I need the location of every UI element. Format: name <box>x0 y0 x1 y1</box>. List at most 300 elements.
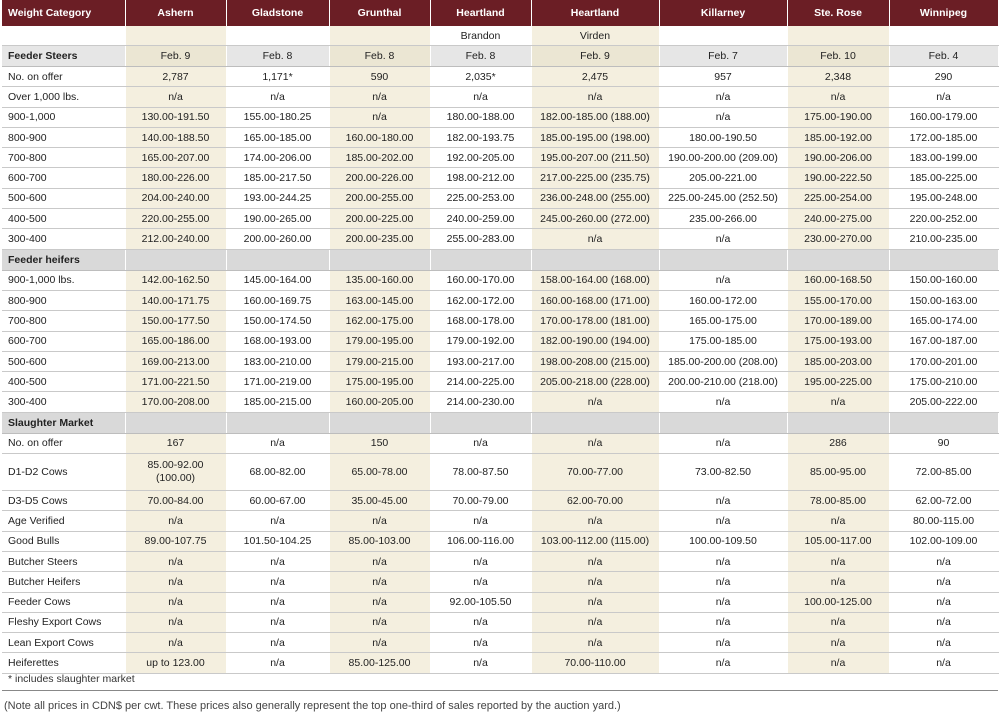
price-cell: n/a <box>226 433 329 453</box>
price-cell: n/a <box>226 551 329 571</box>
price-cell: n/a <box>889 572 998 592</box>
price-cell: n/a <box>531 511 659 531</box>
row-label: No. on offer <box>2 433 125 453</box>
price-cell: 190.00-206.00 <box>787 148 889 168</box>
price-cell: 192.00-205.00 <box>430 148 531 168</box>
section-title: Slaughter Market <box>2 412 125 433</box>
col-header-location: Ste. Rose <box>787 0 889 26</box>
price-cell: 205.00-221.00 <box>659 168 787 188</box>
price-cell: 130.00-191.50 <box>125 107 226 127</box>
price-cell: 193.00-244.25 <box>226 188 329 208</box>
price-cell: 235.00-266.00 <box>659 209 787 229</box>
row-label: Lean Export Cows <box>2 633 125 653</box>
price-cell: 73.00-82.50 <box>659 454 787 491</box>
price-cell: 165.00-207.00 <box>125 148 226 168</box>
price-cell: 106.00-116.00 <box>430 531 531 551</box>
price-cell: 160.00-169.75 <box>226 290 329 310</box>
price-cell: 200.00-260.00 <box>226 229 329 249</box>
price-cell: 214.00-225.00 <box>430 372 531 392</box>
price-cell: 160.00-179.00 <box>889 107 998 127</box>
row-label: 900-1,000 lbs. <box>2 270 125 290</box>
row-label: Fleshy Export Cows <box>2 612 125 632</box>
price-cell: 286 <box>787 433 889 453</box>
sale-date <box>531 249 659 270</box>
price-cell: 182.00-193.75 <box>430 127 531 147</box>
price-cell: n/a <box>329 612 430 632</box>
price-cell: n/a <box>125 592 226 612</box>
table-row <box>2 572 998 592</box>
row-label: 300-400 <box>2 229 125 249</box>
price-cell: 171.00-219.00 <box>226 372 329 392</box>
price-cell: 167.00-187.00 <box>889 331 998 351</box>
price-cell: n/a <box>226 572 329 592</box>
price-cell: 179.00-195.00 <box>329 331 430 351</box>
price-cell: 185.00-203.00 <box>787 351 889 371</box>
col-header-category: Weight Category <box>2 0 125 26</box>
sublocation-cell <box>2 26 125 46</box>
price-cell: n/a <box>889 653 998 673</box>
sublocation-cell <box>329 26 430 46</box>
price-cell: n/a <box>329 511 430 531</box>
price-cell: 255.00-283.00 <box>430 229 531 249</box>
price-cell: 160.00-168.00 (171.00) <box>531 290 659 310</box>
table-row <box>2 351 998 371</box>
price-cell: 210.00-235.00 <box>889 229 998 249</box>
price-cell: 89.00-107.75 <box>125 531 226 551</box>
price-cell: 85.00-103.00 <box>329 531 430 551</box>
price-cell: 230.00-270.00 <box>787 229 889 249</box>
table-row <box>2 592 998 612</box>
row-label: Good Bulls <box>2 531 125 551</box>
price-cell: 170.00-189.00 <box>787 311 889 331</box>
price-cell: n/a <box>329 592 430 612</box>
price-line: (100.00) <box>155 472 196 485</box>
price-cell: 2,787 <box>125 67 226 87</box>
price-cell: 70.00-77.00 <box>531 454 659 491</box>
price-cell: n/a <box>226 653 329 673</box>
row-label: Butcher Heifers <box>2 572 125 592</box>
price-cell: n/a <box>531 551 659 571</box>
price-cell: 150 <box>329 433 430 453</box>
table-row <box>2 209 998 229</box>
price-cell: 160.00-205.00 <box>329 392 430 412</box>
price-cell: 185.00-195.00 (198.00) <box>531 127 659 147</box>
price-cell: 150.00-177.50 <box>125 311 226 331</box>
row-label: 500-600 <box>2 188 125 208</box>
table-row <box>2 87 998 107</box>
price-note: (Note all prices in CDN$ per cwt. These prices also generally represent the top one-third of sales reported by the auction yard.) <box>4 700 621 712</box>
table-row <box>2 168 998 188</box>
price-cell: n/a <box>226 87 329 107</box>
price-cell: n/a <box>659 433 787 453</box>
price-cell: 198.00-212.00 <box>430 168 531 188</box>
price-cell: 70.00-84.00 <box>125 491 226 511</box>
price-cell: 212.00-240.00 <box>125 229 226 249</box>
price-cell: 198.00-208.00 (215.00) <box>531 351 659 371</box>
price-cell: 175.00-210.00 <box>889 372 998 392</box>
price-cell: n/a <box>430 653 531 673</box>
price-cell: 175.00-185.00 <box>659 331 787 351</box>
price-cell: 85.00-95.00 <box>787 454 889 491</box>
price-cell: 72.00-85.00 <box>889 454 998 491</box>
price-cell: 165.00-175.00 <box>659 311 787 331</box>
row-label: Heiferettes <box>2 653 125 673</box>
price-cell: 165.00-185.00 <box>226 127 329 147</box>
price-cell: 225.00-254.00 <box>787 188 889 208</box>
price-cell: 172.00-185.00 <box>889 127 998 147</box>
col-header-location: Heartland <box>430 0 531 26</box>
price-cell: 168.00-193.00 <box>226 331 329 351</box>
sale-date <box>226 249 329 270</box>
sublocation-cell <box>659 26 787 46</box>
price-cell: n/a <box>659 612 787 632</box>
price-cell: 170.00-208.00 <box>125 392 226 412</box>
price-cell: 155.00-170.00 <box>787 290 889 310</box>
price-cell: n/a <box>787 572 889 592</box>
section-title: Feeder Steers <box>2 46 125 67</box>
row-label: Over 1,000 lbs. <box>2 87 125 107</box>
row-label: 800-900 <box>2 290 125 310</box>
price-cell: 220.00-255.00 <box>125 209 226 229</box>
row-label: No. on offer <box>2 67 125 87</box>
price-cell: n/a <box>125 633 226 653</box>
table-row <box>2 454 998 491</box>
price-cell: 225.00-253.00 <box>430 188 531 208</box>
price-cell: 62.00-72.00 <box>889 491 998 511</box>
divider <box>2 690 998 691</box>
price-cell: n/a <box>226 592 329 612</box>
sublocation-cell: Brandon <box>430 26 531 46</box>
table-row <box>2 551 998 571</box>
price-cell: n/a <box>659 107 787 127</box>
section-header <box>2 412 998 433</box>
price-cell: 205.00-218.00 (228.00) <box>531 372 659 392</box>
price-cell: 78.00-85.00 <box>787 491 889 511</box>
price-cell: n/a <box>329 572 430 592</box>
price-cell: 214.00-230.00 <box>430 392 531 412</box>
row-label: D3-D5 Cows <box>2 491 125 511</box>
price-cell: 85.00-125.00 <box>329 653 430 673</box>
price-cell: 100.00-125.00 <box>787 592 889 612</box>
price-cell: 160.00-168.50 <box>787 270 889 290</box>
sale-date: Feb. 9 <box>531 46 659 67</box>
price-cell: 220.00-252.00 <box>889 209 998 229</box>
sale-date <box>659 412 787 433</box>
row-label: Butcher Steers <box>2 551 125 571</box>
price-cell: 590 <box>329 67 430 87</box>
price-cell: 140.00-171.75 <box>125 290 226 310</box>
table-row <box>2 633 998 653</box>
price-cell: n/a <box>659 392 787 412</box>
table-row <box>2 148 998 168</box>
price-cell: n/a <box>125 572 226 592</box>
price-cell: 35.00-45.00 <box>329 491 430 511</box>
price-cell: n/a <box>430 433 531 453</box>
table-row <box>2 331 998 351</box>
sale-date: Feb. 10 <box>787 46 889 67</box>
price-cell: 195.00-248.00 <box>889 188 998 208</box>
section-header <box>2 46 998 67</box>
price-cell: n/a <box>226 612 329 632</box>
table-row <box>2 188 998 208</box>
price-cell: 195.00-225.00 <box>787 372 889 392</box>
price-cell: n/a <box>430 551 531 571</box>
col-header-location: Ashern <box>125 0 226 26</box>
price-cell: 245.00-260.00 (272.00) <box>531 209 659 229</box>
sublocation-cell: Virden <box>531 26 659 46</box>
price-cell: n/a <box>659 270 787 290</box>
row-label: 400-500 <box>2 209 125 229</box>
price-cell: 185.00-225.00 <box>889 168 998 188</box>
price-cell: 1,171* <box>226 67 329 87</box>
row-label: 500-600 <box>2 351 125 371</box>
price-cell: 217.00-225.00 (235.75) <box>531 168 659 188</box>
price-cell <box>125 454 226 491</box>
price-cell: 102.00-109.00 <box>889 531 998 551</box>
price-cell: 70.00-110.00 <box>531 653 659 673</box>
table-row <box>2 433 998 453</box>
price-cell: n/a <box>531 572 659 592</box>
sale-date: Feb. 9 <box>125 46 226 67</box>
price-cell: 185.00-200.00 (208.00) <box>659 351 787 371</box>
col-header-location: Winnipeg <box>889 0 998 26</box>
row-label: 600-700 <box>2 331 125 351</box>
price-cell: 163.00-145.00 <box>329 290 430 310</box>
header-row <box>2 0 998 26</box>
price-cell: 160.00-172.00 <box>659 290 787 310</box>
sale-date <box>329 249 430 270</box>
price-cell: 160.00-180.00 <box>329 127 430 147</box>
footnote: * includes slaughter market <box>8 673 135 685</box>
price-cell: n/a <box>531 433 659 453</box>
sale-date <box>430 412 531 433</box>
row-label: 600-700 <box>2 168 125 188</box>
price-cell: 101.50-104.25 <box>226 531 329 551</box>
price-cell: 190.00-200.00 (209.00) <box>659 148 787 168</box>
price-cell: n/a <box>125 511 226 531</box>
price-cell: n/a <box>430 511 531 531</box>
price-cell: n/a <box>430 633 531 653</box>
price-cell: 190.00-222.50 <box>787 168 889 188</box>
price-cell: 140.00-188.50 <box>125 127 226 147</box>
sublocation-cell <box>125 26 226 46</box>
price-cell: n/a <box>659 653 787 673</box>
price-cell: n/a <box>430 572 531 592</box>
price-cell: n/a <box>659 592 787 612</box>
auction-price-table <box>2 0 999 674</box>
sale-date: Feb. 8 <box>430 46 531 67</box>
table-row <box>2 311 998 331</box>
price-cell: 100.00-109.50 <box>659 531 787 551</box>
price-cell: 62.00-70.00 <box>531 491 659 511</box>
table-row <box>2 290 998 310</box>
price-cell: n/a <box>787 392 889 412</box>
price-cell: 167 <box>125 433 226 453</box>
price-cell: 185.00-217.50 <box>226 168 329 188</box>
price-cell: up to 123.00 <box>125 653 226 673</box>
price-cell: 179.00-215.00 <box>329 351 430 371</box>
price-cell: 185.00-192.00 <box>787 127 889 147</box>
price-cell: 200.00-226.00 <box>329 168 430 188</box>
sale-date <box>531 412 659 433</box>
price-cell: n/a <box>226 511 329 531</box>
price-cell: n/a <box>659 511 787 531</box>
table-row <box>2 67 998 87</box>
price-cell: n/a <box>531 633 659 653</box>
sale-date <box>787 412 889 433</box>
price-cell: 225.00-245.00 (252.50) <box>659 188 787 208</box>
price-cell: n/a <box>889 592 998 612</box>
row-label: 800-900 <box>2 127 125 147</box>
price-cell: n/a <box>659 87 787 107</box>
price-cell: n/a <box>531 87 659 107</box>
price-cell: 78.00-87.50 <box>430 454 531 491</box>
price-cell: n/a <box>889 87 998 107</box>
price-cell: 180.00-226.00 <box>125 168 226 188</box>
sale-date <box>329 412 430 433</box>
sale-date <box>430 249 531 270</box>
table-row <box>2 653 998 673</box>
price-cell: n/a <box>329 633 430 653</box>
price-cell: 185.00-202.00 <box>329 148 430 168</box>
price-cell: 60.00-67.00 <box>226 491 329 511</box>
price-cell: 240.00-275.00 <box>787 209 889 229</box>
price-cell: 70.00-79.00 <box>430 491 531 511</box>
price-cell: 158.00-164.00 (168.00) <box>531 270 659 290</box>
table-row <box>2 511 998 531</box>
sale-date: Feb. 8 <box>329 46 430 67</box>
sublocation-cell <box>787 26 889 46</box>
section-title: Feeder heifers <box>2 249 125 270</box>
price-cell: 174.00-206.00 <box>226 148 329 168</box>
row-label: 400-500 <box>2 372 125 392</box>
price-cell: n/a <box>787 653 889 673</box>
price-cell: n/a <box>787 511 889 531</box>
sale-date <box>125 249 226 270</box>
price-cell: 200.00-255.00 <box>329 188 430 208</box>
price-cell: n/a <box>226 633 329 653</box>
row-label: 300-400 <box>2 392 125 412</box>
price-cell: 68.00-82.00 <box>226 454 329 491</box>
price-cell: 190.00-265.00 <box>226 209 329 229</box>
price-cell: n/a <box>889 612 998 632</box>
price-cell: 205.00-222.00 <box>889 392 998 412</box>
sale-date: Feb. 7 <box>659 46 787 67</box>
price-cell: 236.00-248.00 (255.00) <box>531 188 659 208</box>
price-cell: 193.00-217.00 <box>430 351 531 371</box>
price-cell: 179.00-192.00 <box>430 331 531 351</box>
price-cell: 180.00-190.50 <box>659 127 787 147</box>
table-row <box>2 127 998 147</box>
price-cell: 175.00-193.00 <box>787 331 889 351</box>
price-cell: 155.00-180.25 <box>226 107 329 127</box>
table-row <box>2 229 998 249</box>
sale-date: Feb. 4 <box>889 46 998 67</box>
price-cell: 92.00-105.50 <box>430 592 531 612</box>
table-row <box>2 392 998 412</box>
price-cell: n/a <box>659 491 787 511</box>
price-cell: n/a <box>329 107 430 127</box>
sale-date <box>226 412 329 433</box>
sale-date <box>889 412 998 433</box>
row-label: Age Verified <box>2 511 125 531</box>
price-cell: 204.00-240.00 <box>125 188 226 208</box>
price-cell: 195.00-207.00 (211.50) <box>531 148 659 168</box>
sale-date <box>659 249 787 270</box>
price-cell: 105.00-117.00 <box>787 531 889 551</box>
price-cell: 200.00-225.00 <box>329 209 430 229</box>
price-cell: 142.00-162.50 <box>125 270 226 290</box>
price-cell: n/a <box>889 633 998 653</box>
price-cell: n/a <box>531 229 659 249</box>
price-cell: n/a <box>787 612 889 632</box>
price-cell: 170.00-201.00 <box>889 351 998 371</box>
price-cell: 162.00-175.00 <box>329 311 430 331</box>
sublocation-cell <box>889 26 998 46</box>
price-cell: 2,475 <box>531 67 659 87</box>
price-cell: 175.00-190.00 <box>787 107 889 127</box>
price-cell: 169.00-213.00 <box>125 351 226 371</box>
price-cell: 182.00-190.00 (194.00) <box>531 331 659 351</box>
price-cell: n/a <box>430 87 531 107</box>
row-label: Feeder Cows <box>2 592 125 612</box>
table-row <box>2 270 998 290</box>
price-cell: n/a <box>531 392 659 412</box>
price-cell: n/a <box>889 551 998 571</box>
price-cell: 2,348 <box>787 67 889 87</box>
price-cell: 171.00-221.50 <box>125 372 226 392</box>
price-cell: 185.00-215.00 <box>226 392 329 412</box>
price-cell: 160.00-170.00 <box>430 270 531 290</box>
sale-date: Feb. 8 <box>226 46 329 67</box>
table-row <box>2 107 998 127</box>
price-line: 85.00-92.00 <box>147 459 204 472</box>
price-cell: 182.00-185.00 (188.00) <box>531 107 659 127</box>
price-cell: n/a <box>787 87 889 107</box>
price-cell: 162.00-172.00 <box>430 290 531 310</box>
price-cell: 170.00-178.00 (181.00) <box>531 311 659 331</box>
sale-date <box>125 412 226 433</box>
price-cell: 240.00-259.00 <box>430 209 531 229</box>
price-cell: 180.00-188.00 <box>430 107 531 127</box>
price-cell: 200.00-210.00 (218.00) <box>659 372 787 392</box>
price-cell: 145.00-164.00 <box>226 270 329 290</box>
price-cell: n/a <box>125 612 226 632</box>
table-row <box>2 531 998 551</box>
price-cell: n/a <box>659 229 787 249</box>
section-header <box>2 249 998 270</box>
sale-date <box>889 249 998 270</box>
price-cell: 290 <box>889 67 998 87</box>
col-header-location: Grunthal <box>329 0 430 26</box>
price-cell: 135.00-160.00 <box>329 270 430 290</box>
price-cell: 165.00-174.00 <box>889 311 998 331</box>
row-label: 700-800 <box>2 311 125 331</box>
price-cell: n/a <box>125 551 226 571</box>
sale-date <box>787 249 889 270</box>
table-row <box>2 491 998 511</box>
price-cell: n/a <box>531 612 659 632</box>
price-cell: n/a <box>659 551 787 571</box>
price-cell: 183.00-199.00 <box>889 148 998 168</box>
col-header-location: Heartland <box>531 0 659 26</box>
price-cell: n/a <box>787 551 889 571</box>
price-cell: n/a <box>329 551 430 571</box>
price-cell: 2,035* <box>430 67 531 87</box>
price-cell: 165.00-186.00 <box>125 331 226 351</box>
price-cell: 90 <box>889 433 998 453</box>
table-row <box>2 612 998 632</box>
